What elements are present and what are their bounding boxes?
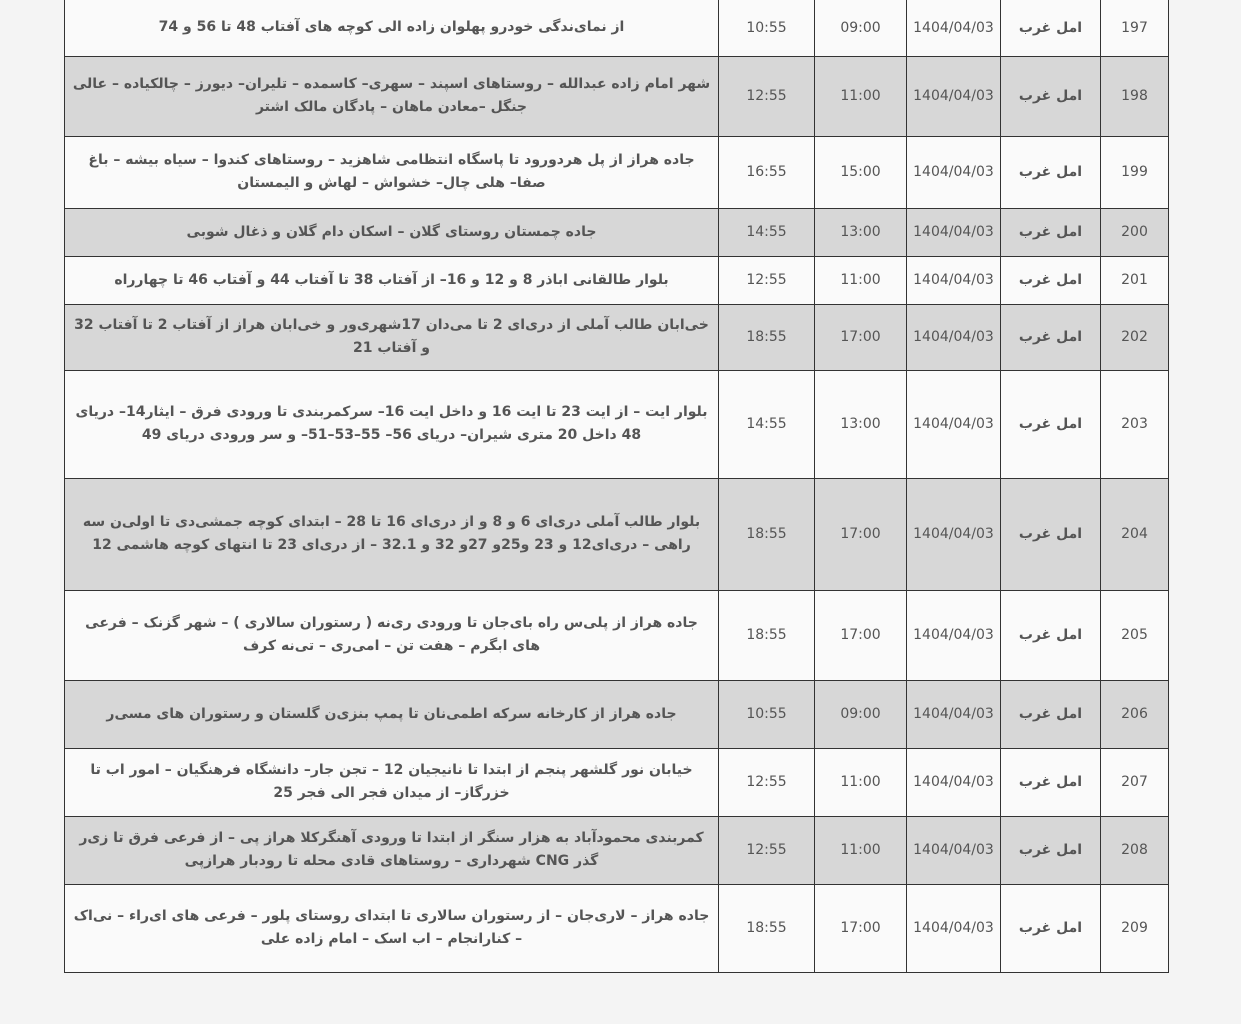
- table-row: [65, 816, 1169, 884]
- date-cell: 1404/04/03: [907, 748, 1001, 816]
- end-time-cell: 12:55: [719, 56, 815, 136]
- date-cell: 1404/04/03: [907, 816, 1001, 884]
- row-number-cell: 199: [1101, 136, 1169, 208]
- area-description-cell: بلوار طالب آملی دری‌ای 6 و 8 و از دری‌ای 16 تا 28 – ابتدای کوچه جمشی‌دی تا اولی‌ن سه راهی – دری‌ای12 و 23 و25و 27و 32 و 32.1 – از دری‌ای 23 تا انتهای کوچه هاشمی 12: [65, 478, 719, 590]
- end-time-cell: 18:55: [719, 304, 815, 370]
- row-number-cell: 198: [1101, 56, 1169, 136]
- end-time-cell: 18:55: [719, 590, 815, 680]
- start-time-cell: 17:00: [815, 884, 907, 972]
- end-time-cell: 14:55: [719, 370, 815, 478]
- start-time-cell: 09:00: [815, 680, 907, 748]
- region-cell: امل غرب: [1001, 590, 1101, 680]
- row-number-cell: 200: [1101, 208, 1169, 256]
- date-cell: 1404/04/03: [907, 884, 1001, 972]
- date-cell: 1404/04/03: [907, 590, 1001, 680]
- start-time-cell: 17:00: [815, 590, 907, 680]
- row-number-cell: 204: [1101, 478, 1169, 590]
- row-number-cell: 208: [1101, 816, 1169, 884]
- area-description-cell: از نمای‌ندگی خودرو پهلوان زاده الی کوچه های آفتاب 48 تا 56 و 74: [65, 0, 719, 56]
- date-cell: 1404/04/03: [907, 136, 1001, 208]
- start-time-cell: 15:00: [815, 136, 907, 208]
- outage-schedule-table: [64, 0, 1169, 973]
- area-description-cell: جاده هراز از پلی‌س راه بای‌جان تا ورودی ری‌نه ( رستوران سالاری ) – شهر گزنک – فرعی های ابگرم – هفت تن – امی‌ری – تی‌نه کرف: [65, 590, 719, 680]
- end-time-cell: 10:55: [719, 680, 815, 748]
- table-row: [65, 56, 1169, 136]
- row-number-cell: 197: [1101, 0, 1169, 56]
- table-row: [65, 478, 1169, 590]
- area-description-cell: شهر امام زاده عبدالله – روستاهای اسپند – سهری– کاسمده – تلیران– دیورز – چالکیاده – عالی جنگل –معادن ماهان – پادگان مالک اشتر: [65, 56, 719, 136]
- start-time-cell: 11:00: [815, 816, 907, 884]
- region-cell: امل غرب: [1001, 884, 1101, 972]
- region-cell: امل غرب: [1001, 370, 1101, 478]
- date-cell: 1404/04/03: [907, 304, 1001, 370]
- row-number-cell: 209: [1101, 884, 1169, 972]
- table-row: [65, 680, 1169, 748]
- area-description-cell: بلوار ایت – از ایت 23 تا ایت 16 و داخل ایت 16– سرکمربندی تا ورودی فرق – ایثار14– دریای 48 داخل 20 متری شیران– دریای 56– 55–53–51– و سر ورودی دریای 49: [65, 370, 719, 478]
- date-cell: 1404/04/03: [907, 478, 1001, 590]
- table-row: [65, 0, 1169, 56]
- end-time-cell: 12:55: [719, 748, 815, 816]
- date-cell: 1404/04/03: [907, 56, 1001, 136]
- region-cell: امل غرب: [1001, 256, 1101, 304]
- table-row: [65, 748, 1169, 816]
- start-time-cell: 17:00: [815, 304, 907, 370]
- region-cell: امل غرب: [1001, 136, 1101, 208]
- table-row: [65, 256, 1169, 304]
- start-time-cell: 13:00: [815, 208, 907, 256]
- row-number-cell: 202: [1101, 304, 1169, 370]
- date-cell: 1404/04/03: [907, 256, 1001, 304]
- region-cell: امل غرب: [1001, 748, 1101, 816]
- row-number-cell: 201: [1101, 256, 1169, 304]
- start-time-cell: 17:00: [815, 478, 907, 590]
- row-number-cell: 203: [1101, 370, 1169, 478]
- area-description-cell: کمربندی محمودآباد به هزار سنگر از ابتدا تا ورودی آهنگرکلا هراز پی – از فرعی فرق تا زی‌ر گذر CNG شهرداری – روستاهای قادی محله تا رودبار هرازپی: [65, 816, 719, 884]
- area-description-cell: جاده چمستان روستای گلان – اسکان دام گلان و ذغال شوبی: [65, 208, 719, 256]
- date-cell: 1404/04/03: [907, 680, 1001, 748]
- end-time-cell: 12:55: [719, 256, 815, 304]
- start-time-cell: 13:00: [815, 370, 907, 478]
- date-cell: 1404/04/03: [907, 208, 1001, 256]
- region-cell: امل غرب: [1001, 56, 1101, 136]
- area-description-cell: خی‌ابان طالب آملی از دری‌ای 2 تا می‌دان 17شهری‌ور و خی‌ابان هراز از آفتاب 2 تا آفتاب 32 و آفتاب 21: [65, 304, 719, 370]
- region-cell: امل غرب: [1001, 816, 1101, 884]
- end-time-cell: 18:55: [719, 884, 815, 972]
- table-row: [65, 136, 1169, 208]
- region-cell: امل غرب: [1001, 0, 1101, 56]
- region-cell: امل غرب: [1001, 208, 1101, 256]
- row-number-cell: 207: [1101, 748, 1169, 816]
- start-time-cell: 09:00: [815, 0, 907, 56]
- region-cell: امل غرب: [1001, 478, 1101, 590]
- table-row: [65, 370, 1169, 478]
- area-description-cell: جاده هراز از پل هردورود تا پاسگاه انتظامی شاهزید – روستاهای کندوا – سیاه بیشه – باغ صفا– هلی چال– خشواش – لهاش و الیمستان: [65, 136, 719, 208]
- region-cell: امل غرب: [1001, 680, 1101, 748]
- area-description-cell: خیابان نور گلشهر پنجم از ابتدا تا نانیجیان 12 – تجن جار– دانشگاه فرهنگیان – امور اب تا خزرگاز– از میدان فجر الی فجر 25: [65, 748, 719, 816]
- region-cell: امل غرب: [1001, 304, 1101, 370]
- end-time-cell: 14:55: [719, 208, 815, 256]
- table-row: [65, 884, 1169, 972]
- end-time-cell: 18:55: [719, 478, 815, 590]
- end-time-cell: 10:55: [719, 0, 815, 56]
- end-time-cell: 16:55: [719, 136, 815, 208]
- table-body: [65, 0, 1169, 972]
- area-description-cell: جاده هراز از کارخانه سرکه اطمی‌نان تا پمپ بنزی‌ن گلستان و رستوران های مسی‌ر: [65, 680, 719, 748]
- row-number-cell: 206: [1101, 680, 1169, 748]
- area-description-cell: جاده هراز – لاری‌جان – از رستوران سالاری تا ابتدای روستای پلور – فرعی های ای‌راء – نی‌اک – کنارانجام – اب اسک – امام زاده علی: [65, 884, 719, 972]
- table-row: [65, 590, 1169, 680]
- date-cell: 1404/04/03: [907, 0, 1001, 56]
- start-time-cell: 11:00: [815, 748, 907, 816]
- end-time-cell: 12:55: [719, 816, 815, 884]
- date-cell: 1404/04/03: [907, 370, 1001, 478]
- area-description-cell: بلوار طالقانی اباذر 8 و 12 و 16– از آفتاب 38 تا آفتاب 44 و آفتاب 46 تا چهارراه: [65, 256, 719, 304]
- start-time-cell: 11:00: [815, 56, 907, 136]
- row-number-cell: 205: [1101, 590, 1169, 680]
- table-row: [65, 208, 1169, 256]
- table-row: [65, 304, 1169, 370]
- start-time-cell: 11:00: [815, 256, 907, 304]
